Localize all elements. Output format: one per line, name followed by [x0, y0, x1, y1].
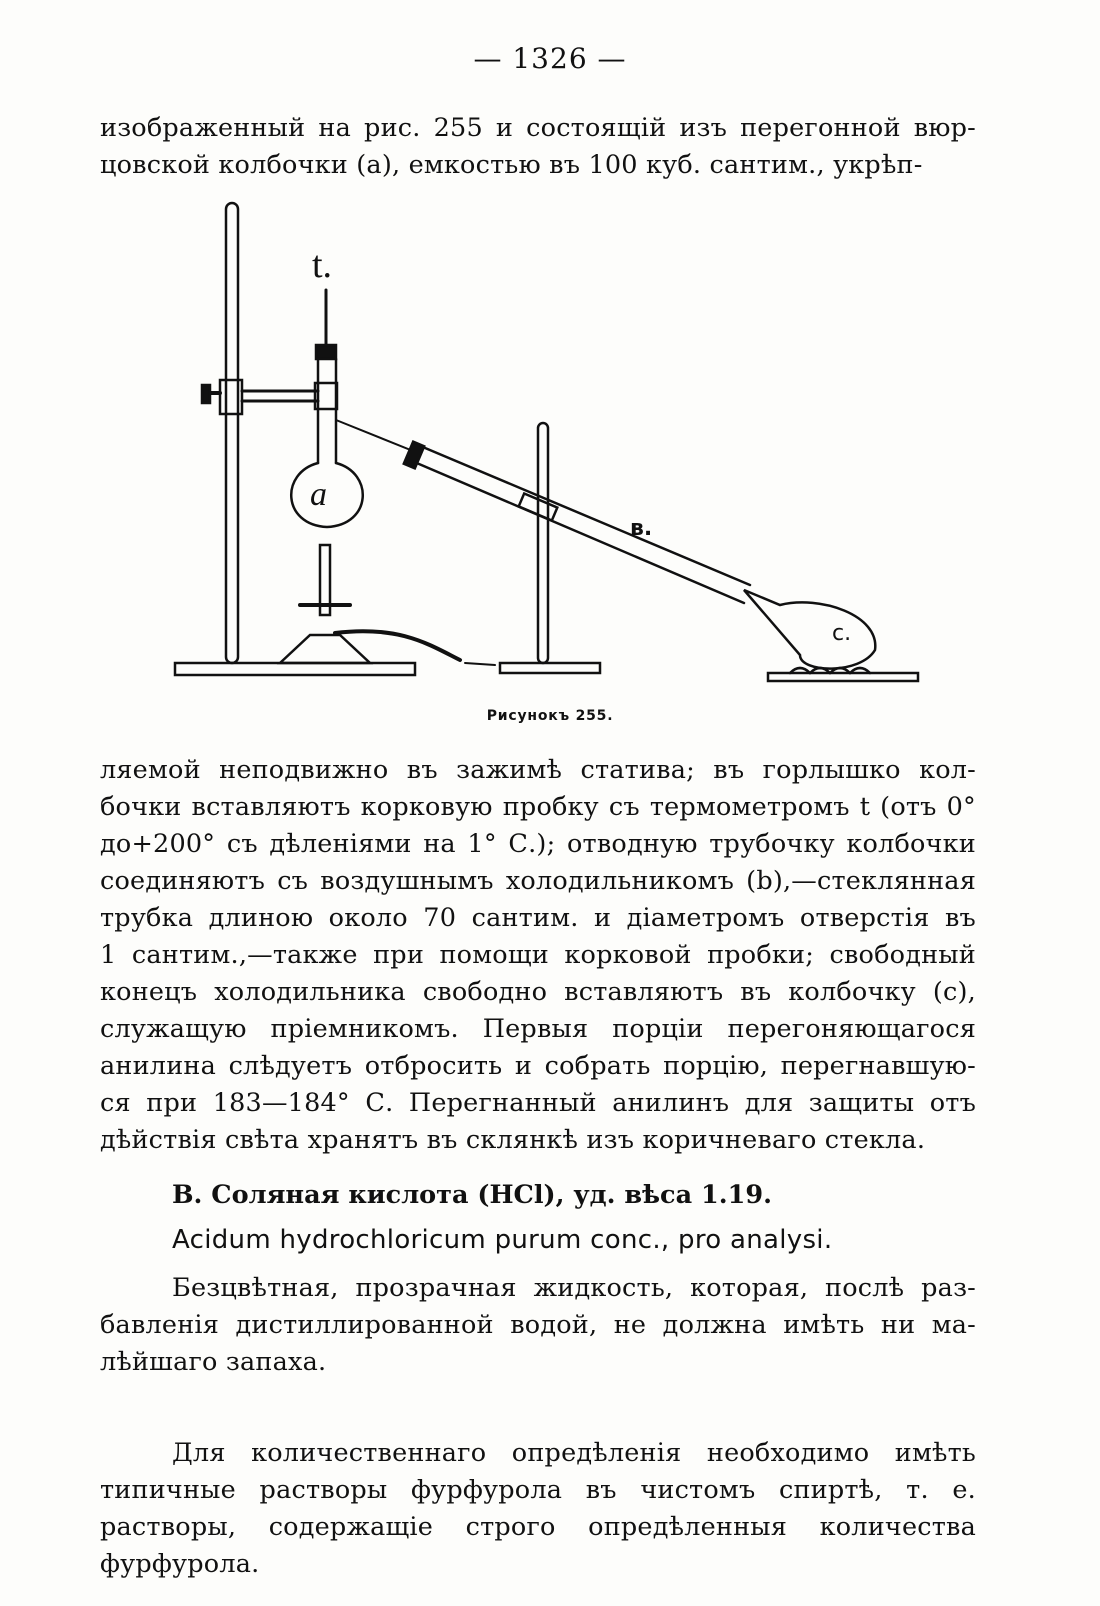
intro-paragraph	[100, 110, 976, 184]
gas-hose	[335, 631, 460, 660]
burner-base	[280, 635, 370, 663]
cork-stopper	[316, 345, 336, 359]
text-line: растворы, содержащіе строго опредѣленныя количества	[100, 1512, 976, 1542]
body-paragraph	[100, 752, 976, 1159]
distillation-apparatus-figure	[160, 195, 940, 695]
text-line: соединяютъ съ воздушнымъ холодильникомъ (b),—стеклянная	[100, 866, 976, 896]
text-line: служащую пріемникомъ. Первыя порціи перегоняющагося	[100, 1014, 976, 1044]
text-line: 1 сантим.,—также при помощи корковой пробки; свободный	[100, 940, 976, 970]
stand-rod-left	[226, 203, 238, 663]
text-line: Безцвѣтная, прозрачная жидкость, которая, послѣ раз-	[172, 1273, 976, 1303]
quantitative-paragraph	[100, 1435, 976, 1583]
receiver-base	[768, 673, 918, 681]
stand-base-left	[175, 663, 415, 675]
label-t: t.	[312, 244, 333, 286]
side-arm	[336, 420, 418, 453]
apparatus-drawing	[160, 195, 940, 695]
figure-caption: Рисунокъ 255.	[486, 708, 614, 724]
text-line: бавленія дистиллированной водой, не должна имѣть ни ма-	[100, 1310, 976, 1340]
clamp-screw-head	[202, 385, 210, 403]
label-a: a	[310, 476, 327, 513]
label-b: в.	[630, 516, 653, 541]
text-line: лѣйшаго запаха.	[100, 1347, 327, 1377]
receiver-flask-c	[744, 590, 875, 669]
description-paragraph	[100, 1270, 976, 1381]
text-line: бочки вставляютъ корковую пробку съ термометромъ t (отъ 0°	[100, 792, 976, 822]
text-line: дѣйствія свѣта хранятъ въ склянкѣ изъ коричневаго стекла.	[100, 1125, 926, 1155]
stand-rod-right	[538, 423, 548, 663]
text-line: трубка длиною около 70 сантим. и діаметромъ отверстія въ	[100, 903, 976, 933]
text-line: цовской колбочки (a), емкостью въ 100 куб. сантим., укрѣп-	[100, 150, 923, 180]
arrow	[465, 663, 495, 665]
text-line: ляемой неподвижно въ зажимѣ статива; въ горлышко кол-	[100, 755, 976, 785]
text-line: изображенный на рис. 255 и состоящій изъ перегонной вюр-	[100, 113, 976, 143]
page-number: — 1326 —	[473, 42, 627, 75]
text-line: анилина слѣдуетъ отбросить и собрать порцію, перегнавшую-	[100, 1051, 976, 1081]
text-line: ся при 183—184° С. Перегнанный анилинъ для защиты отъ	[100, 1088, 976, 1118]
flask-a	[291, 463, 363, 527]
label-c: c.	[832, 621, 852, 646]
condenser-tube	[418, 445, 750, 585]
text-line: конецъ холодильника свободно вставляютъ въ колбочку (c),	[100, 977, 976, 1007]
latin-name: Acidum hydrochloricum purum conc., pro analysi.	[172, 1225, 833, 1255]
section-heading: B. Соляная кислота (HCl), уд. вѣса 1.19.	[172, 1180, 772, 1210]
text-line: Для количественнаго опредѣленія необходимо имѣть	[172, 1438, 976, 1468]
stand-base-right	[500, 663, 600, 673]
text-line: до+200° съ дѣленіями на 1° С.); отводную трубочку колбочки	[100, 829, 976, 859]
text-line: фурфурола.	[100, 1549, 260, 1579]
text-line: типичные растворы фурфурола въ чистомъ спиртѣ, т. е.	[100, 1475, 976, 1505]
condenser-tube	[412, 461, 744, 603]
